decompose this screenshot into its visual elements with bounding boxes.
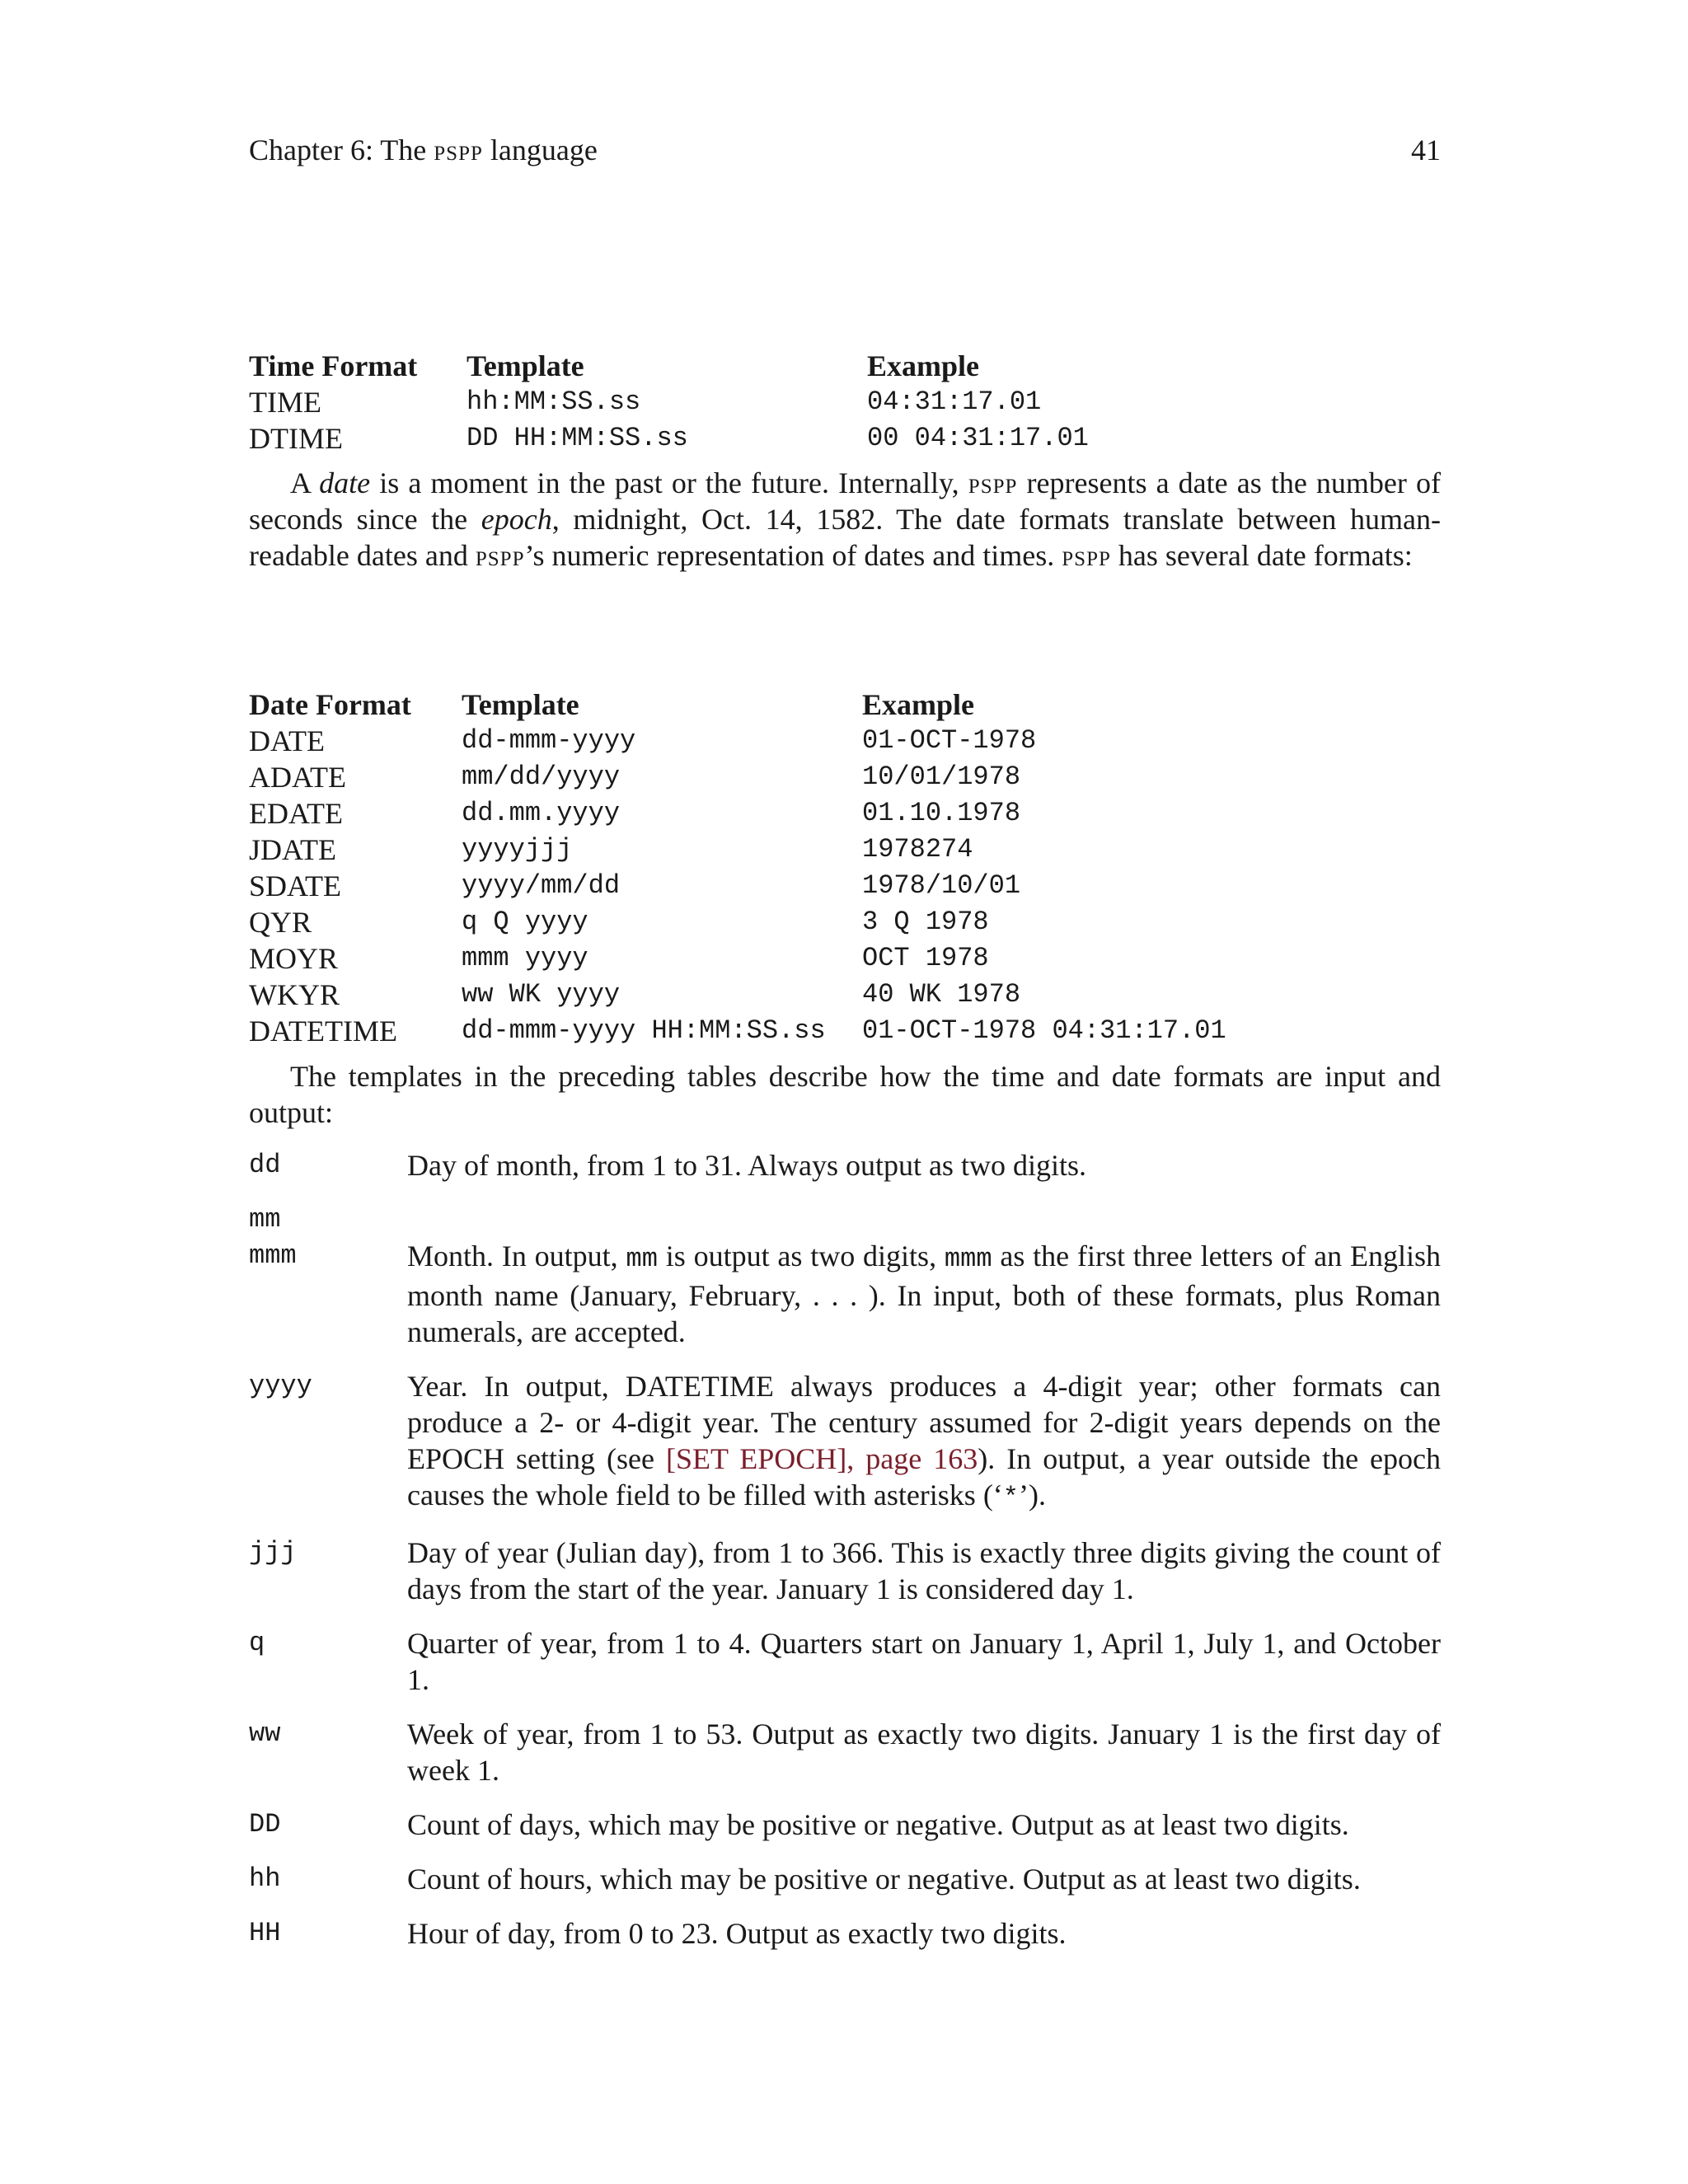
format-template: dd-mmm-yyyy bbox=[462, 725, 636, 756]
term-date: date bbox=[319, 466, 371, 499]
definition-desc: Hour of day, from 0 to 23. Output as exactly two digits. bbox=[407, 1917, 1067, 1950]
definition-HH bbox=[249, 1915, 1441, 1952]
definition-term: dd bbox=[249, 1150, 281, 1180]
table-row bbox=[249, 795, 1226, 832]
format-example: OCT 1978 bbox=[862, 943, 989, 973]
running-header bbox=[249, 132, 1441, 173]
pspp-name: pspp bbox=[1062, 539, 1111, 572]
format-example: 3 Q 1978 bbox=[862, 907, 989, 937]
table-header-cell: Template bbox=[467, 349, 584, 382]
text-run: has several date formats: bbox=[1110, 539, 1413, 572]
template-definitions-list bbox=[249, 1147, 1441, 1970]
definition-term: HH bbox=[249, 1918, 281, 1948]
chapter-title bbox=[249, 132, 598, 168]
definition-jjj bbox=[249, 1535, 1441, 1607]
text-run: ’s numeric representation of dates and times. bbox=[524, 539, 1062, 572]
definition-term bbox=[249, 1202, 297, 1274]
date-format-table bbox=[249, 687, 1226, 1049]
format-template: mmm yyyy bbox=[462, 943, 588, 973]
text-run: , midnight, Oct. 14, 1582. The date formats translate between human-readable dates and bbox=[249, 503, 1441, 572]
definition-term: q bbox=[249, 1628, 265, 1658]
table-row bbox=[249, 723, 1226, 759]
inline-code: * bbox=[1002, 1483, 1019, 1513]
chapter-prefix: Chapter 6: The bbox=[249, 134, 434, 166]
definition-desc bbox=[407, 1368, 1441, 1516]
table-row bbox=[249, 420, 1089, 457]
definition-term: ww bbox=[249, 1718, 281, 1749]
definition-desc: Day of year (Julian day), from 1 to 366. This is exactly three digits giving the count of days from the start of the year. January 1 is considered day 1. bbox=[407, 1536, 1441, 1605]
table-header-cell: Date Format bbox=[249, 688, 411, 721]
format-example: 04:31:17.01 bbox=[867, 387, 1042, 417]
document-page bbox=[249, 0, 1441, 2184]
text-run: as the first three letters of an English month name (January, February, . . . ). In input, both of these formats, plus Roman numerals, are accepted. bbox=[407, 1240, 1441, 1348]
page-number: 41 bbox=[1411, 134, 1441, 166]
format-example: 40 WK 1978 bbox=[862, 979, 1021, 1010]
table-header-cell: Template bbox=[462, 688, 579, 721]
format-name: MOYR bbox=[249, 942, 339, 975]
chapter-pspp: pspp bbox=[434, 134, 483, 166]
text-run: ’). bbox=[1019, 1479, 1046, 1511]
format-name: ADATE bbox=[249, 761, 346, 794]
table-row bbox=[249, 1013, 1226, 1049]
format-template: ww WK yyyy bbox=[462, 979, 621, 1010]
format-name: DATE bbox=[249, 724, 325, 757]
definition-dd bbox=[249, 1147, 1441, 1183]
inline-code: mmm bbox=[944, 1244, 992, 1274]
time-table-header bbox=[249, 348, 1089, 384]
set-epoch-link[interactable]: [SET EPOCH], page 163 bbox=[665, 1442, 978, 1475]
format-template: DD HH:MM:SS.ss bbox=[467, 423, 688, 453]
table-row bbox=[249, 384, 1089, 420]
text-run: is output as two digits, bbox=[657, 1240, 945, 1272]
definition-DD bbox=[249, 1807, 1441, 1843]
format-template: yyyy/mm/dd bbox=[462, 870, 621, 901]
text-run: A bbox=[290, 466, 320, 499]
text-run: Year. In output, DATETIME always produces a 4-digit year; other formats can produce a 2- or 4-digit year. The century assumed for 2-digit years depends on the EPOCH setting (see bbox=[407, 1370, 1441, 1475]
table-row bbox=[249, 868, 1226, 904]
definition-hh bbox=[249, 1861, 1441, 1897]
format-template: dd.mm.yyyy bbox=[462, 798, 621, 828]
pspp-name: pspp bbox=[475, 539, 525, 572]
date-intro-paragraph bbox=[249, 465, 1441, 574]
format-template: mm/dd/yyyy bbox=[462, 762, 621, 792]
definition-term: DD bbox=[249, 1809, 281, 1840]
text-run: represents a date as the number of seconds since the bbox=[249, 466, 1441, 536]
text-run: Month. In output, bbox=[407, 1240, 626, 1272]
definition-yyyy bbox=[249, 1368, 1441, 1516]
definition-desc: Quarter of year, from 1 to 4. Quarters start on January 1, April 1, July 1, and October 1. bbox=[407, 1627, 1441, 1696]
format-example: 10/01/1978 bbox=[862, 762, 1021, 792]
format-name: SDATE bbox=[249, 869, 342, 902]
table-row bbox=[249, 904, 1226, 940]
format-name: DTIME bbox=[249, 422, 343, 455]
definition-term: yyyy bbox=[249, 1371, 312, 1401]
definition-desc: Count of hours, which may be positive or negative. Output as at least two digits. bbox=[407, 1863, 1361, 1896]
table-header-cell: Example bbox=[862, 688, 975, 721]
inline-code: mm bbox=[626, 1244, 658, 1274]
format-template: dd-mmm-yyyy HH:MM:SS.ss bbox=[462, 1015, 826, 1046]
time-format-table bbox=[249, 348, 1089, 457]
text-run: is a moment in the past or the future. Internally, bbox=[370, 466, 968, 499]
format-name: WKYR bbox=[249, 978, 340, 1011]
term-epoch: epoch bbox=[481, 503, 552, 536]
format-example: 1978274 bbox=[862, 834, 973, 865]
text-run: The templates in the preceding tables describe how the time and date formats are input and output: bbox=[249, 1060, 1441, 1129]
text-run: ). In output, a year outside the epoch causes the whole field to be filled with asterisks (‘ bbox=[407, 1442, 1442, 1511]
definition-term: hh bbox=[249, 1863, 281, 1894]
table-row bbox=[249, 977, 1226, 1013]
format-name: EDATE bbox=[249, 797, 343, 830]
format-template: yyyyjjj bbox=[462, 834, 573, 865]
format-example: 00 04:31:17.01 bbox=[867, 423, 1089, 453]
format-example: 01-OCT-1978 04:31:17.01 bbox=[862, 1015, 1226, 1046]
format-template: hh:MM:SS.ss bbox=[467, 387, 641, 417]
table-header-cell: Time Format bbox=[249, 349, 418, 382]
format-name: DATETIME bbox=[249, 1015, 397, 1047]
format-name: JDATE bbox=[249, 833, 336, 866]
format-example: 1978/10/01 bbox=[862, 870, 1021, 901]
definition-desc: Count of days, which may be positive or negative. Output as at least two digits. bbox=[407, 1808, 1349, 1841]
table-row bbox=[249, 759, 1226, 795]
definition-desc bbox=[407, 1202, 1441, 1350]
definition-ww bbox=[249, 1716, 1441, 1788]
term-mm: mm bbox=[249, 1204, 281, 1235]
definition-desc: Week of year, from 1 to 53. Output as exactly two digits. January 1 is the first day of week 1. bbox=[407, 1718, 1441, 1787]
definition-mm-mmm bbox=[249, 1202, 1441, 1350]
term-mmm: mmm bbox=[249, 1240, 297, 1271]
date-table-header bbox=[249, 687, 1226, 723]
table-row bbox=[249, 832, 1226, 868]
format-name: QYR bbox=[249, 906, 312, 939]
pspp-name: pspp bbox=[968, 466, 1018, 499]
templates-intro-paragraph bbox=[249, 1058, 1441, 1131]
definition-q bbox=[249, 1625, 1441, 1698]
definition-term: jjj bbox=[249, 1537, 297, 1568]
table-row bbox=[249, 940, 1226, 977]
table-header-cell: Example bbox=[867, 349, 980, 382]
definition-desc: Day of month, from 1 to 31. Always output as two digits. bbox=[407, 1149, 1086, 1182]
chapter-suffix: language bbox=[482, 134, 598, 166]
format-template: q Q yyyy bbox=[462, 907, 588, 937]
format-name: TIME bbox=[249, 386, 321, 419]
format-example: 01.10.1978 bbox=[862, 798, 1021, 828]
format-example: 01-OCT-1978 bbox=[862, 725, 1037, 756]
